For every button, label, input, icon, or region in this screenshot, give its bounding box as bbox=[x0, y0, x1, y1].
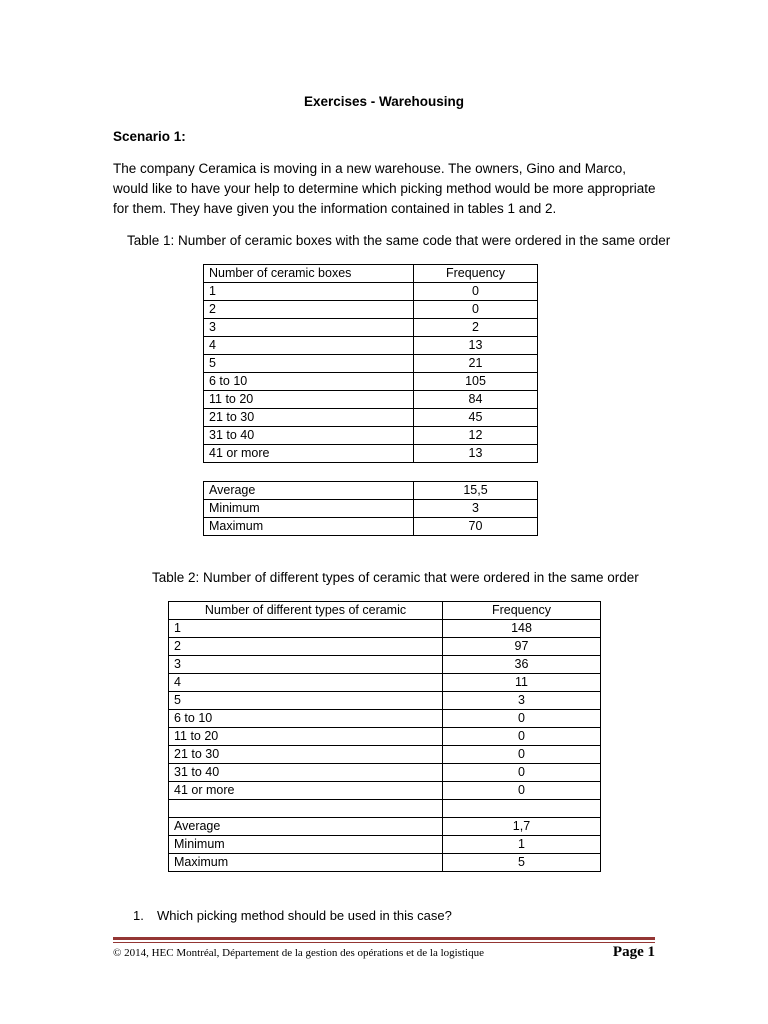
table-row bbox=[204, 355, 538, 373]
row-label: 5 bbox=[204, 355, 414, 373]
row-value: 0 bbox=[414, 301, 538, 319]
table1-stats bbox=[203, 481, 538, 536]
row-label: 41 or more bbox=[169, 782, 443, 800]
empty-cell bbox=[443, 800, 601, 818]
spacer-row bbox=[169, 800, 601, 818]
row-label: 6 to 10 bbox=[169, 710, 443, 728]
column-header: Number of ceramic boxes bbox=[204, 265, 414, 283]
row-value: 13 bbox=[414, 337, 538, 355]
table-header-row bbox=[204, 265, 538, 283]
table1-caption: Table 1: Number of ceramic boxes with the same code that were ordered in the same order bbox=[127, 233, 671, 248]
footer-rule-thin bbox=[113, 942, 655, 943]
table1 bbox=[203, 264, 538, 463]
row-label: 2 bbox=[169, 638, 443, 656]
row-value: 0 bbox=[443, 764, 601, 782]
stats-row bbox=[169, 854, 601, 872]
table-row bbox=[204, 427, 538, 445]
row-label: 1 bbox=[169, 620, 443, 638]
intro-paragraph: The company Ceramica is moving in a new warehouse. The owners, Gino and Marco, would like to have your help to determine which picking method would be more appropriate for them. They have given you the information contained in tables 1 and 2. bbox=[113, 161, 656, 216]
table-row bbox=[204, 337, 538, 355]
row-label: 21 to 30 bbox=[204, 409, 414, 427]
stats-row bbox=[204, 518, 538, 536]
table-row bbox=[169, 638, 601, 656]
row-value: 148 bbox=[443, 620, 601, 638]
row-value: 45 bbox=[414, 409, 538, 427]
row-value: 13 bbox=[414, 445, 538, 463]
table-row bbox=[169, 692, 601, 710]
scenario-heading: Scenario 1: bbox=[113, 129, 186, 144]
table-row bbox=[204, 409, 538, 427]
stats-row bbox=[169, 836, 601, 854]
column-header: Frequency bbox=[414, 265, 538, 283]
row-value: 84 bbox=[414, 391, 538, 409]
row-label: 6 to 10 bbox=[204, 373, 414, 391]
row-label: 5 bbox=[169, 692, 443, 710]
table-row bbox=[169, 782, 601, 800]
row-label: 4 bbox=[204, 337, 414, 355]
question-1 bbox=[133, 908, 452, 923]
empty-cell bbox=[169, 800, 443, 818]
row-value: 21 bbox=[414, 355, 538, 373]
row-value: 0 bbox=[414, 283, 538, 301]
table-row bbox=[204, 391, 538, 409]
stat-label: Maximum bbox=[204, 518, 414, 536]
row-value: 105 bbox=[414, 373, 538, 391]
table2-caption: Table 2: Number of different types of ceramic that were ordered in the same order bbox=[152, 570, 639, 585]
table-row bbox=[169, 620, 601, 638]
row-value: 0 bbox=[443, 728, 601, 746]
row-label: 41 or more bbox=[204, 445, 414, 463]
row-value: 0 bbox=[443, 782, 601, 800]
column-header: Number of different types of ceramic bbox=[169, 602, 443, 620]
row-value: 97 bbox=[443, 638, 601, 656]
row-label: 2 bbox=[204, 301, 414, 319]
stat-value: 15,5 bbox=[414, 482, 538, 500]
row-value: 0 bbox=[443, 746, 601, 764]
table-row bbox=[204, 301, 538, 319]
stat-value: 1 bbox=[443, 836, 601, 854]
stats-row bbox=[169, 818, 601, 836]
question-number: 1. bbox=[133, 908, 144, 923]
stat-label: Average bbox=[169, 818, 443, 836]
row-label: 3 bbox=[204, 319, 414, 337]
stat-label: Minimum bbox=[169, 836, 443, 854]
footer-copyright: © 2014, HEC Montréal, Département de la gestion des opérations et de la logistique bbox=[113, 947, 484, 959]
row-label: 21 to 30 bbox=[169, 746, 443, 764]
table-row bbox=[169, 746, 601, 764]
row-value: 0 bbox=[443, 710, 601, 728]
row-label: 1 bbox=[204, 283, 414, 301]
stat-label: Average bbox=[204, 482, 414, 500]
row-value: 11 bbox=[443, 674, 601, 692]
stats-row bbox=[204, 500, 538, 518]
table-row bbox=[204, 319, 538, 337]
row-value: 2 bbox=[414, 319, 538, 337]
stats-row bbox=[204, 482, 538, 500]
table-row bbox=[169, 764, 601, 782]
footer-rule-thick bbox=[113, 937, 655, 940]
row-label: 4 bbox=[169, 674, 443, 692]
stat-value: 5 bbox=[443, 854, 601, 872]
table-row bbox=[169, 656, 601, 674]
stat-label: Maximum bbox=[169, 854, 443, 872]
question-text: Which picking method should be used in this case? bbox=[157, 908, 452, 923]
table-row bbox=[169, 674, 601, 692]
stat-value: 70 bbox=[414, 518, 538, 536]
row-label: 31 to 40 bbox=[169, 764, 443, 782]
row-label: 11 to 20 bbox=[169, 728, 443, 746]
row-label: 11 to 20 bbox=[204, 391, 414, 409]
row-label: 31 to 40 bbox=[204, 427, 414, 445]
page-title: Exercises - Warehousing bbox=[303, 94, 465, 109]
stat-value: 1,7 bbox=[443, 818, 601, 836]
table-row bbox=[169, 710, 601, 728]
row-value: 3 bbox=[443, 692, 601, 710]
table-row bbox=[169, 728, 601, 746]
table-row bbox=[204, 283, 538, 301]
stat-value: 3 bbox=[414, 500, 538, 518]
row-label: 3 bbox=[169, 656, 443, 674]
stat-label: Minimum bbox=[204, 500, 414, 518]
column-header: Frequency bbox=[443, 602, 601, 620]
table-row bbox=[204, 373, 538, 391]
page-number: Page 1 bbox=[612, 944, 655, 960]
table-row bbox=[204, 445, 538, 463]
row-value: 12 bbox=[414, 427, 538, 445]
table2 bbox=[168, 601, 601, 872]
table-header-row bbox=[169, 602, 601, 620]
row-value: 36 bbox=[443, 656, 601, 674]
